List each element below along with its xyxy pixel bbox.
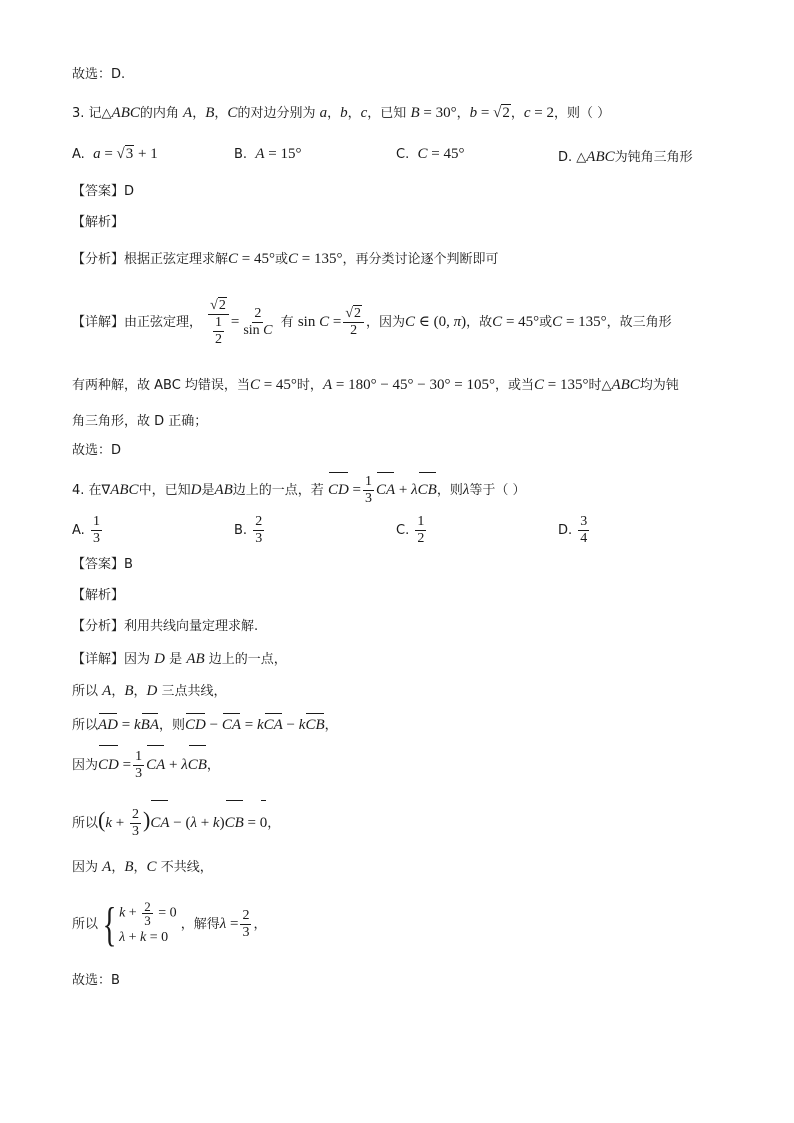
q3-line2: 有两种解，故 ABC 均错误，当C = 45°时，A = 180° − 45° − 30° = 105°，或当C = 135°时△ABC均为钝 [72,377,679,393]
q2-conclusion: 故选：D. [72,67,126,82]
q3-stem: 3. 记△ABC的内角 A，B，C的对边分别为 a，b，c，已知 B = 30°，b = √2，c = 2，则（ ） [72,105,611,121]
q4-xiangjie-1: 【详解】因为 D 是 AB 边上的一点， [72,651,287,667]
q4-option-d: D. $\frac{3}{4}$ [558,514,588,546]
q3-stem-mid3: ，已知 [367,106,407,121]
q3-option-a: A. a = √3 + 1 [72,146,158,162]
q4-jiexi-tag: 【解析】 [72,588,125,603]
q3-xiangjie: 【详解】由正弦定理， √2 1 2 = $\frac{2}{\text{sin C}}$ 有 sin C = $\frac{√2}{2}$ ，因为C ∈ (0, π)，故C = 45°或C = 135°，故三角形 [72,297,672,347]
q4-xiangjie-2: 所以 A，B，D 三点共线， [72,683,227,699]
q4-conclusion: 故选：B [72,973,120,988]
q3-stem-prefix: 3. 记△ [72,106,112,121]
q4-option-c: C. $\frac{1}{2}$ [396,514,425,546]
q4-fenxi: 【分析】利用共线向量定理求解. [72,619,259,634]
q3-option-c: C. C = 45° [396,146,465,162]
q4-xiangjie-7: 所以{ k + $\frac{2}{3}$ = 0 λ + k = 0 ，解得λ = $\frac{2}{3}$ ， [72,897,267,951]
q3-stem-mid1: 的内角 [139,106,179,121]
q4-answer: 【答案】B [72,557,133,572]
q3-stem-mid2: 的对边分别为 [237,106,316,121]
q3-fenxi: 【分析】根据正弦定理求解C = 45°或C = 135°，再分类讨论逐个判断即可 [72,251,499,267]
q3-stem-end: ，则（ ） [553,106,611,121]
q4-xiangjie-3: 所以AD = kBA，则CD − CA = kCA − kCB， [72,717,338,733]
q4-stem: 4. 在∇ABC中，已知D是AB边上的一点，若 CD = $\frac{1}{3}$ CA + λCB，则λ等于（ ） [72,474,526,506]
q3-line3: 角三角形，故 D 正确； [72,414,208,429]
q4-xiangjie-4: 因为CD = $\frac{1}{3}$ CA + λCB， [72,749,220,781]
q4-xiangjie-5: 所以(k + $\frac{2}{3}$ )CA − (λ + k)CB = 0， [72,800,280,844]
q3-option-b: B. A = 15° [234,146,302,162]
q4-option-a: A. $\frac{1}{3}$ [72,514,100,546]
q4-option-b: B. $\frac{2}{3}$ [234,514,263,546]
q3-option-d: D. △ABC为钝角三角形 [558,149,693,165]
q3-answer: 【答案】D [72,184,135,199]
q3-conclusion: 故选：D [72,443,122,458]
q4-xiangjie-6: 因为 A，B，C 不共线， [72,859,213,875]
q3-jiexi-tag: 【解析】 [72,215,125,230]
